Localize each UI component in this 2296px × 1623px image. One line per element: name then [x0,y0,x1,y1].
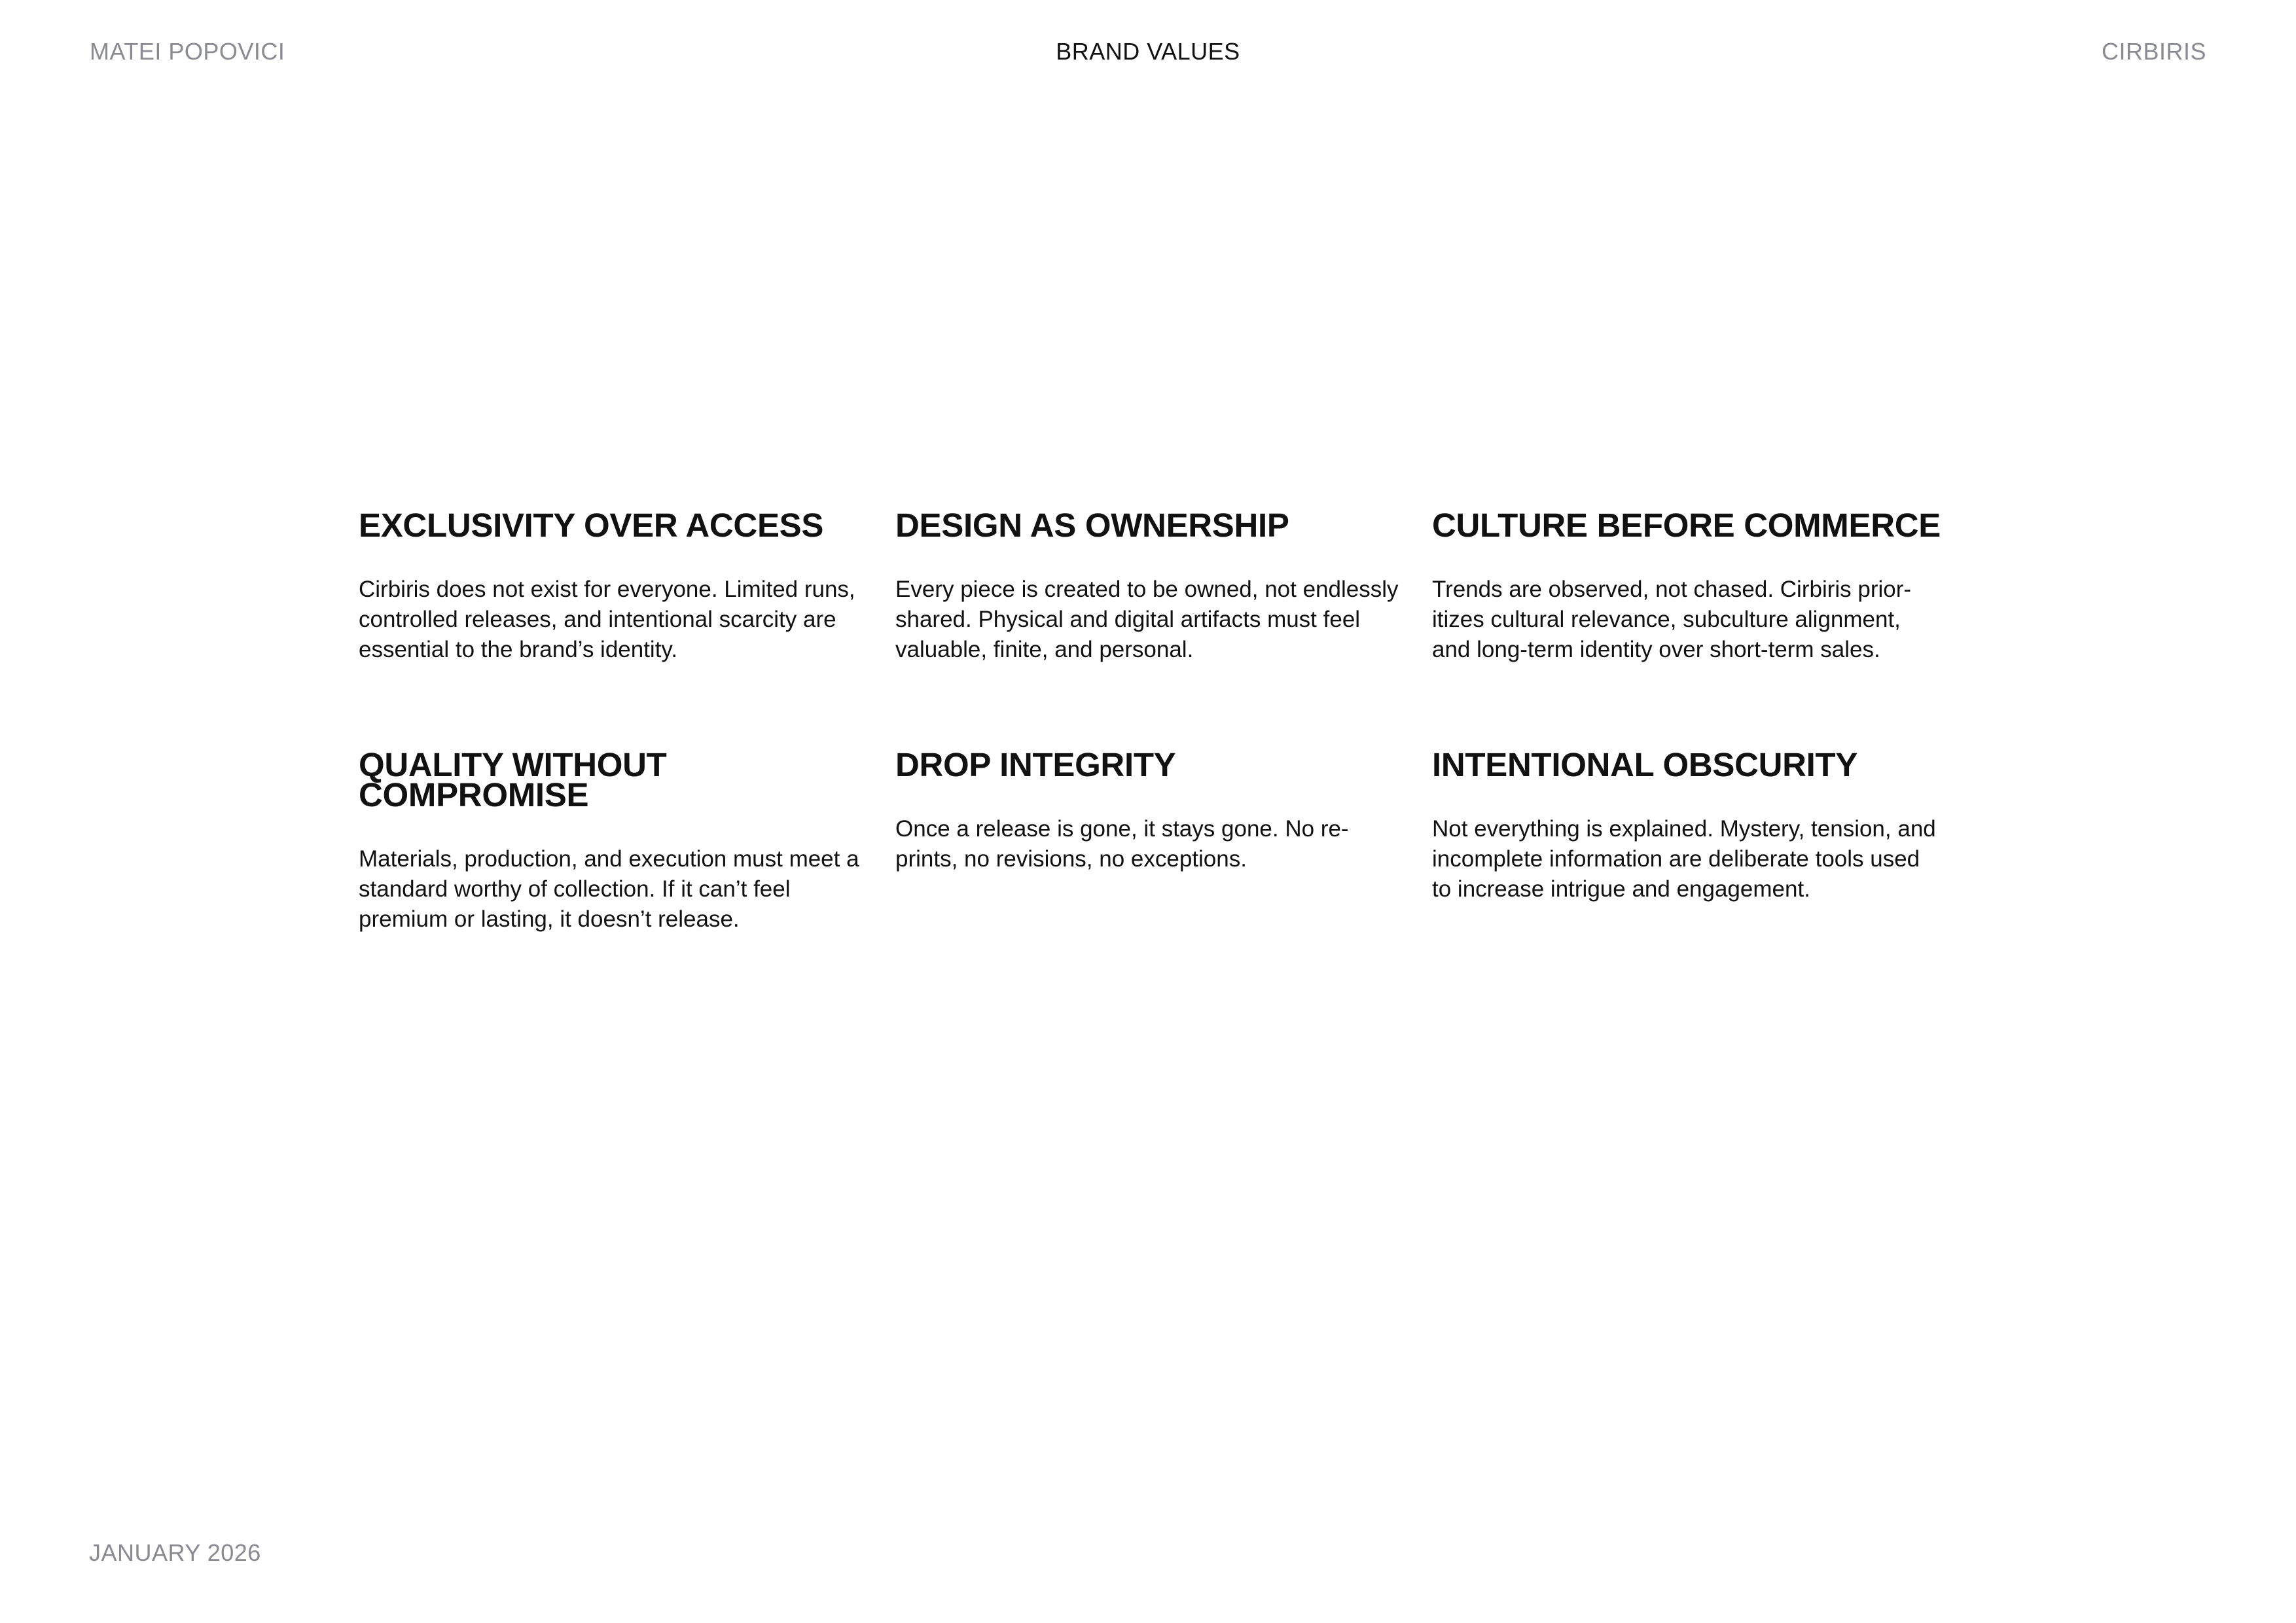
brand-values-grid [359,507,1949,935]
page-title: BRAND VALUES [1056,38,1240,65]
brand-name: CIRBIRIS [2101,38,2206,65]
value-title: DROP INTEGRITY [895,746,1176,783]
value-card-culture [1432,507,1943,665]
value-description: Not everything is explained. Mystery, tension, and incomplete information are deliberate tools used to increase intrigue and engagement. [1432,816,1936,902]
value-card-exclusivity [359,507,869,665]
document-date: JANUARY 2026 [89,1539,261,1566]
value-description: Cirbiris does not exist for everyone. Limited runs, controlled releases, and intentional scarcity are essential to the brand’s identity. [359,577,855,662]
value-description: Trends are observed, not chased. Cirbiris prior-itizes cultural relevance, subculture alignment, and long-term identity over short-term sales. [1432,577,1912,662]
value-card-design-ownership [895,507,1406,665]
value-title: EXCLUSIVITY OVER ACCESS [359,507,824,544]
value-description: Every piece is created to be owned, not endlessly shared. Physical and digital artifacts must feel valuable, finite, and personal. [895,577,1399,662]
value-title: DESIGN AS OWNERSHIP [895,507,1289,544]
value-card-obscurity [1432,746,1943,935]
value-card-drop-integrity [895,746,1406,935]
value-title: QUALITY WITHOUT COMPROMISE [359,746,667,813]
value-description: Once a release is gone, it stays gone. No re-prints, no revisions, no exceptions. [895,816,1349,872]
author-name: MATEI POPOVICI [90,38,285,65]
value-description: Materials, production, and execution must meet a standard worthy of collection. If it can’t feel premium or lasting, it doesn’t release. [359,846,859,932]
value-title: CULTURE BEFORE COMMERCE [1432,507,1941,544]
value-card-quality [359,746,869,935]
value-title: INTENTIONAL OBSCURITY [1432,746,1858,783]
